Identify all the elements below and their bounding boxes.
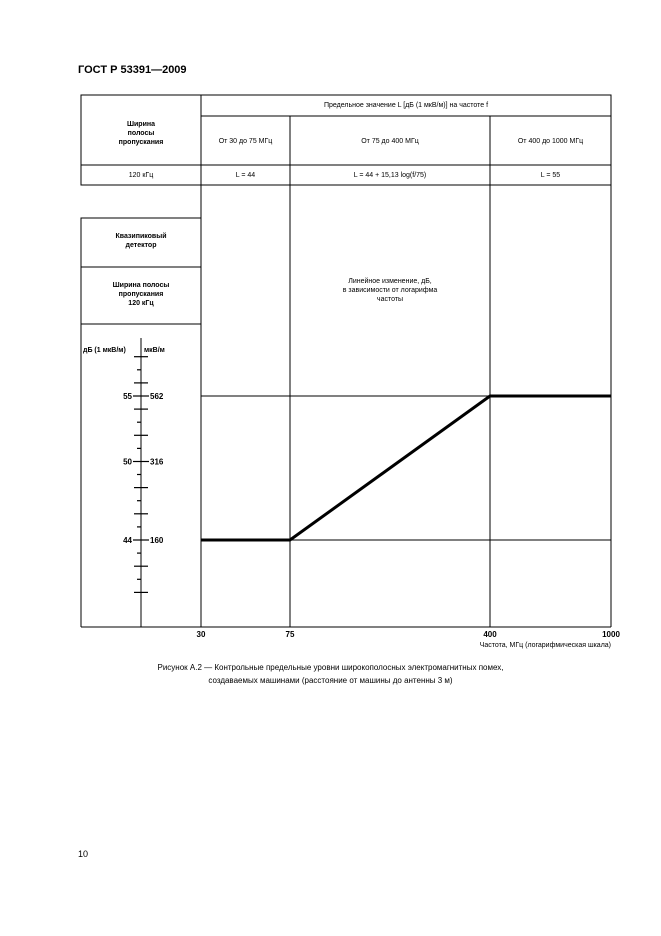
y-tick-uv-160: 160 [150, 536, 164, 545]
range-1: От 30 до 75 МГц [218, 138, 273, 145]
slope-annotation: Линейное изменение, дБ, в зависимости от логарифма частоты [342, 278, 438, 303]
x-tick-label-30: 30 [196, 630, 206, 639]
range-2: От 75 до 400 МГц [361, 138, 419, 145]
y-tick-db-44: 44 [123, 536, 132, 545]
x-tick-label-1000: 1000 [602, 630, 620, 639]
y-tick-labels [123, 392, 164, 545]
series-layer [201, 396, 611, 540]
unit-db-label: дБ (1 мкВ/м) [83, 347, 126, 354]
series-line-0 [201, 396, 611, 540]
bandwidth-label: Ширина полосы пропускания 120 кГц [112, 282, 170, 307]
y-tick-uv-562: 562 [150, 392, 164, 401]
chart-frame [81, 185, 611, 627]
bandwidth-header: Ширина полосы пропускания [118, 121, 164, 146]
y-tick-db-55: 55 [123, 392, 132, 401]
x-tick-labels [197, 630, 621, 639]
x-tick-label-400: 400 [483, 630, 497, 639]
y-tick-uv-316: 316 [150, 457, 164, 467]
limit-2: L = 44 + 15,13 log(f/75) [353, 172, 427, 179]
limit-1: L = 44 [235, 172, 256, 179]
document-title: ГОСТ Р 53391—2009 [78, 64, 187, 76]
page-number: 10 [78, 849, 89, 859]
unit-uv-label: мкВ/м [144, 347, 165, 354]
limit-3: L = 55 [540, 172, 561, 179]
y-tick-db-50: 50 [123, 457, 132, 467]
limit-header: Предельное значение L [дБ (1 мкВ/м)] на частоте f [323, 102, 489, 109]
bandwidth-value: 120 кГц [128, 172, 154, 179]
figure-caption: Рисунок А.2 — Контрольные предельные уровни широкополосных электромагнитных помех, создаваемых машинами (расстояние от машины до антенны 3 м) [157, 663, 504, 685]
x-tick-label-75: 75 [285, 630, 295, 639]
range-3: От 400 до 1000 МГц [517, 138, 584, 145]
detector-label: Квазипиковый детектор [115, 233, 167, 249]
x-axis-label: Частота, МГц (логарифмическая шкала) [479, 642, 611, 649]
